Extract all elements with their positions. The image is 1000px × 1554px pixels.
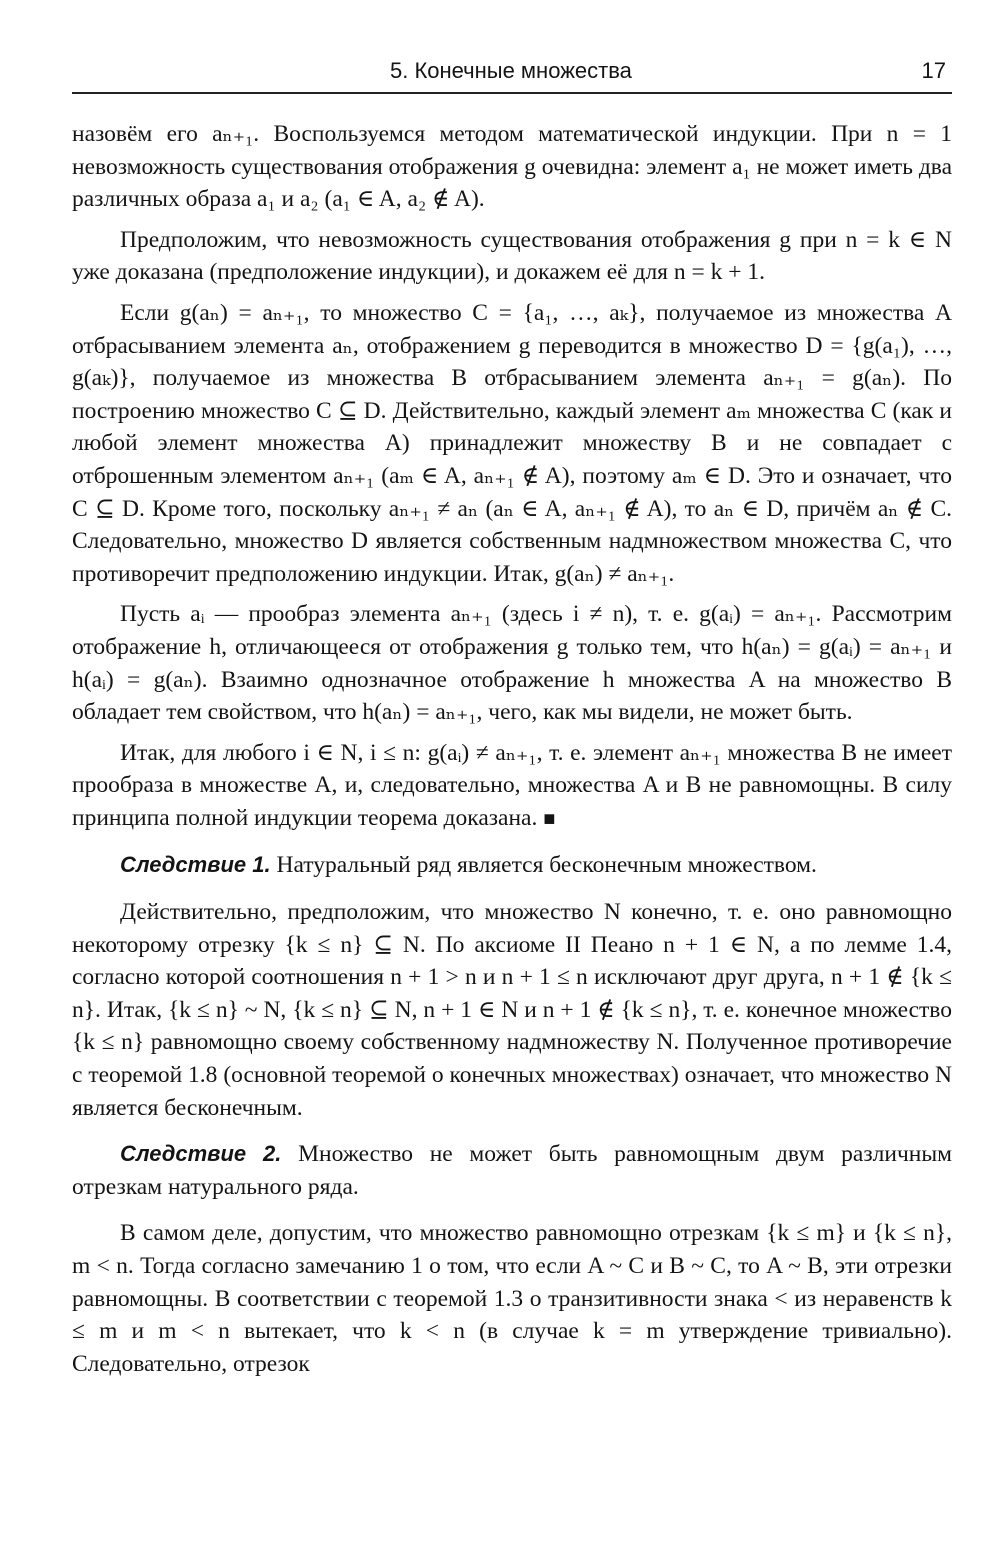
page-header <box>72 56 952 94</box>
corollary-2-label: Следствие 2. <box>120 1141 282 1167</box>
corollary-1-proof: Действительно, предположим, что множество N конечно, т. е. оно равномощно некоторому отрезку {k ≤ n} ⊆ N. По аксиоме II Пеано n + 1 ∈ N, а по лемме 1.4, согласно которой соотношения n + 1 > n и n + 1 ≤ n исключают друг друга, n + 1 ∉ {k ≤ n}. Итак, {k ≤ n} ~ N, {k ≤ n} ⊆ N, n + 1 ∈ N и n + 1 ∉ {k ≤ n}, т. е. конечное множество {k ≤ n} равномощно своему собственному надмножеству N. Полученное противоречие с теоремой 1.8 (основной теоремой о конечных множествах) означает, что множество N является бесконечным. <box>72 899 952 1121</box>
corollary-2-text: Множество не может быть равномощным двум различным отрезкам натурального ряда. <box>72 1141 953 1200</box>
body-text <box>72 118 952 1388</box>
paragraph-text: Итак, для любого i ∈ N, i ≤ n: g(aᵢ) ≠ aₙ₊₁, т. е. элемент aₙ₊₁ множества B не имеет прообраза в множестве A, и, следовательно, множества A и B не равномощны. В силу принципа полной индукции теорема доказана. <box>72 739 952 831</box>
paragraph: назовём его aₙ₊₁. Воспользуемся методом математической индукции. При n = 1 невозможность существования отображения g очевидна: элемент a₁ не может иметь два различных образа a₁ и a₂ (a₁ ∈ A, a₂ ∉ A). <box>72 121 952 213</box>
paragraph-final <box>72 737 952 836</box>
running-title: 5. Конечные множества <box>390 58 632 83</box>
corollary-1-text: Натуральный ряд является бесконечным множеством. <box>276 852 817 879</box>
page-number: 17 <box>921 58 946 83</box>
corollary-2 <box>72 1138 952 1203</box>
paragraph: Если g(aₙ) = aₙ₊₁, то множество C = {a₁, …, aₖ}, получаемое из множества A отбрасыванием элемента aₙ, отображением g переводится в множество D = {g(a₁), …, g(aₖ)}, получаемое из множества B отбрасыванием элемента aₙ₊₁ = g(aₙ). По построению множество C ⊆ D. Действительно, каждый элемент aₘ множества C (как и любой элемент множества A) принадлежит множеству B и не совпадает с отброшенным элементом aₙ₊₁ (aₘ ∈ A, aₙ₊₁ ∉ A), поэтому aₘ ∈ D. Это и означает, что C ⊆ D. Кроме того, поскольку aₙ₊₁ ≠ aₙ (aₙ ∈ A, aₙ₊₁ ∉ A), то aₙ ∈ D, причём aₙ ∉ C. Следовательно, множество D является собственным надмножеством множества C, что противоречит предположению индукции. Итак, g(aₙ) ≠ aₙ₊₁. <box>72 299 952 587</box>
qed-mark: ■ <box>543 807 556 830</box>
corollary-2-proof: В самом деле, допустим, что множество равномощно отрезкам {k ≤ m} и {k ≤ n}, m < n. Тогда согласно замечанию 1 о том, что если A ~ C и B ~ C, то A ~ B, эти отрезки равномощны. В соответствии с теоремой 1.3 о транзитивности знака < из неравенств k ≤ m и m < n вытекает, что k < n (в случае k = m утверждение тривиально). Следовательно, отрезок <box>72 1220 952 1377</box>
corollary-1 <box>72 849 952 882</box>
corollary-1-label: Следствие 1. <box>120 852 271 878</box>
paragraph: Предположим, что невозможность существования отображения g при n = k ∈ N уже доказана (предположение индукции), и докажем её для n = k + 1. <box>72 226 952 286</box>
paragraph: Пусть aᵢ — прообраз элемента aₙ₊₁ (здесь i ≠ n), т. е. g(aᵢ) = aₙ₊₁. Рассмотрим отображение h, отличающееся от отображения g только тем, что h(aₙ) = g(aᵢ) = aₙ₊₁ и h(aᵢ) = g(aₙ). Взаимно однозначное отображение h множества A на множество B обладает тем свойством, что h(aₙ) = aₙ₊₁, чего, как мы видели, не может быть. <box>72 601 952 726</box>
